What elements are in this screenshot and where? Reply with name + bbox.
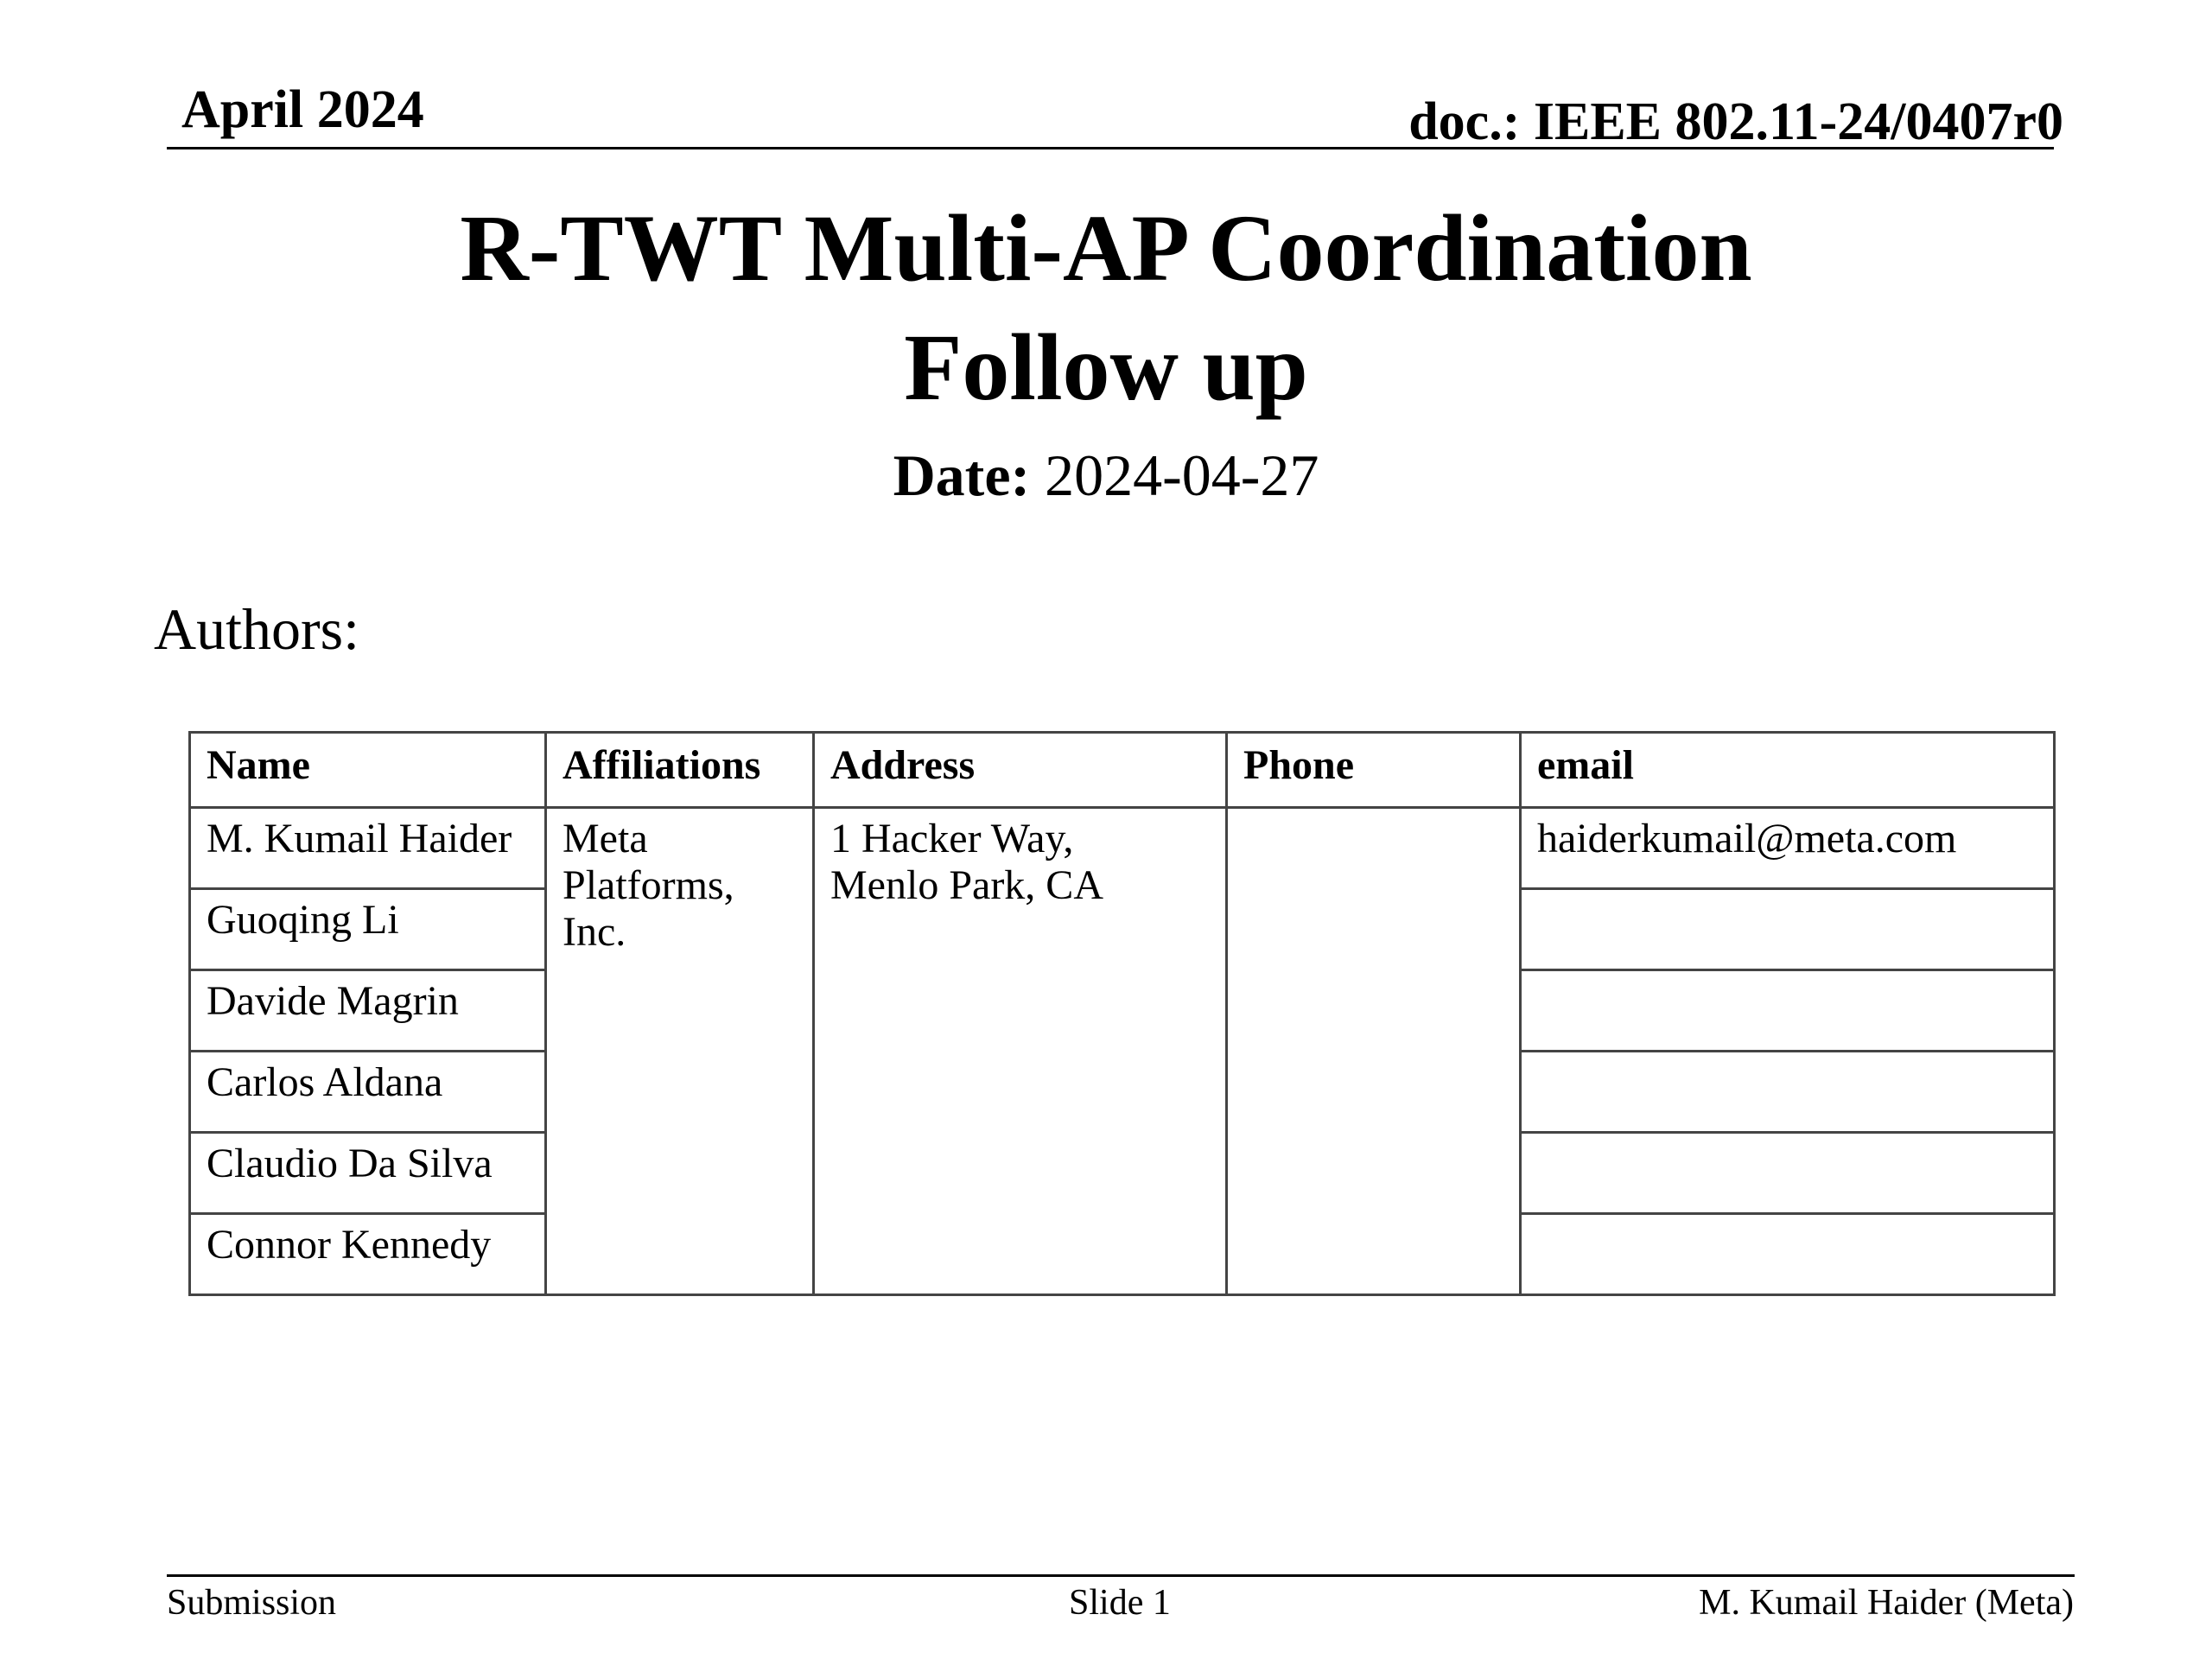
header-doc-id: doc.: IEEE 802.11-24/0407r0 — [1408, 92, 2063, 151]
header-divider — [167, 147, 2054, 149]
header-address: Address — [814, 733, 1227, 808]
author-email — [1521, 1133, 2055, 1214]
footer-divider — [167, 1574, 2075, 1577]
author-email — [1521, 889, 2055, 970]
header-name: Name — [190, 733, 546, 808]
author-email — [1521, 1052, 2055, 1133]
date-line — [0, 442, 2212, 508]
header-email: email — [1521, 733, 2055, 808]
author-name: Guoqing Li — [190, 889, 546, 970]
author-email: haiderkumail@meta.com — [1521, 808, 2055, 889]
header-affiliations: Affiliations — [546, 733, 814, 808]
header-date: April 2024 — [181, 80, 424, 139]
affiliation-cell: Meta Platforms, Inc. — [546, 808, 814, 1295]
date-label: Date: — [893, 442, 1031, 508]
author-email — [1521, 970, 2055, 1052]
author-name: Carlos Aldana — [190, 1052, 546, 1133]
slide-title-line-2: Follow up — [904, 315, 1308, 420]
authors-table — [188, 731, 2056, 1296]
author-name: Davide Magrin — [190, 970, 546, 1052]
author-email — [1521, 1214, 2055, 1295]
authors-label: Authors: — [154, 596, 359, 662]
footer-slide-number: Slide 1 — [1069, 1583, 1171, 1623]
slide-title-line-1: R-TWT Multi-AP Coordination — [460, 195, 1752, 301]
author-name: Connor Kennedy — [190, 1214, 546, 1295]
author-name: Claudio Da Silva — [190, 1133, 546, 1214]
address-cell: 1 Hacker Way, Menlo Park, CA — [814, 808, 1227, 1295]
table-row — [190, 808, 2055, 889]
date-value: 2024-04-27 — [1045, 442, 1319, 508]
slide-title — [0, 188, 2212, 427]
footer-submission: Submission — [167, 1583, 337, 1623]
author-name: M. Kumail Haider — [190, 808, 546, 889]
table-header-row — [190, 733, 2055, 808]
phone-cell — [1227, 808, 1521, 1295]
footer-author: M. Kumail Haider (Meta) — [1699, 1583, 2074, 1623]
header-phone: Phone — [1227, 733, 1521, 808]
